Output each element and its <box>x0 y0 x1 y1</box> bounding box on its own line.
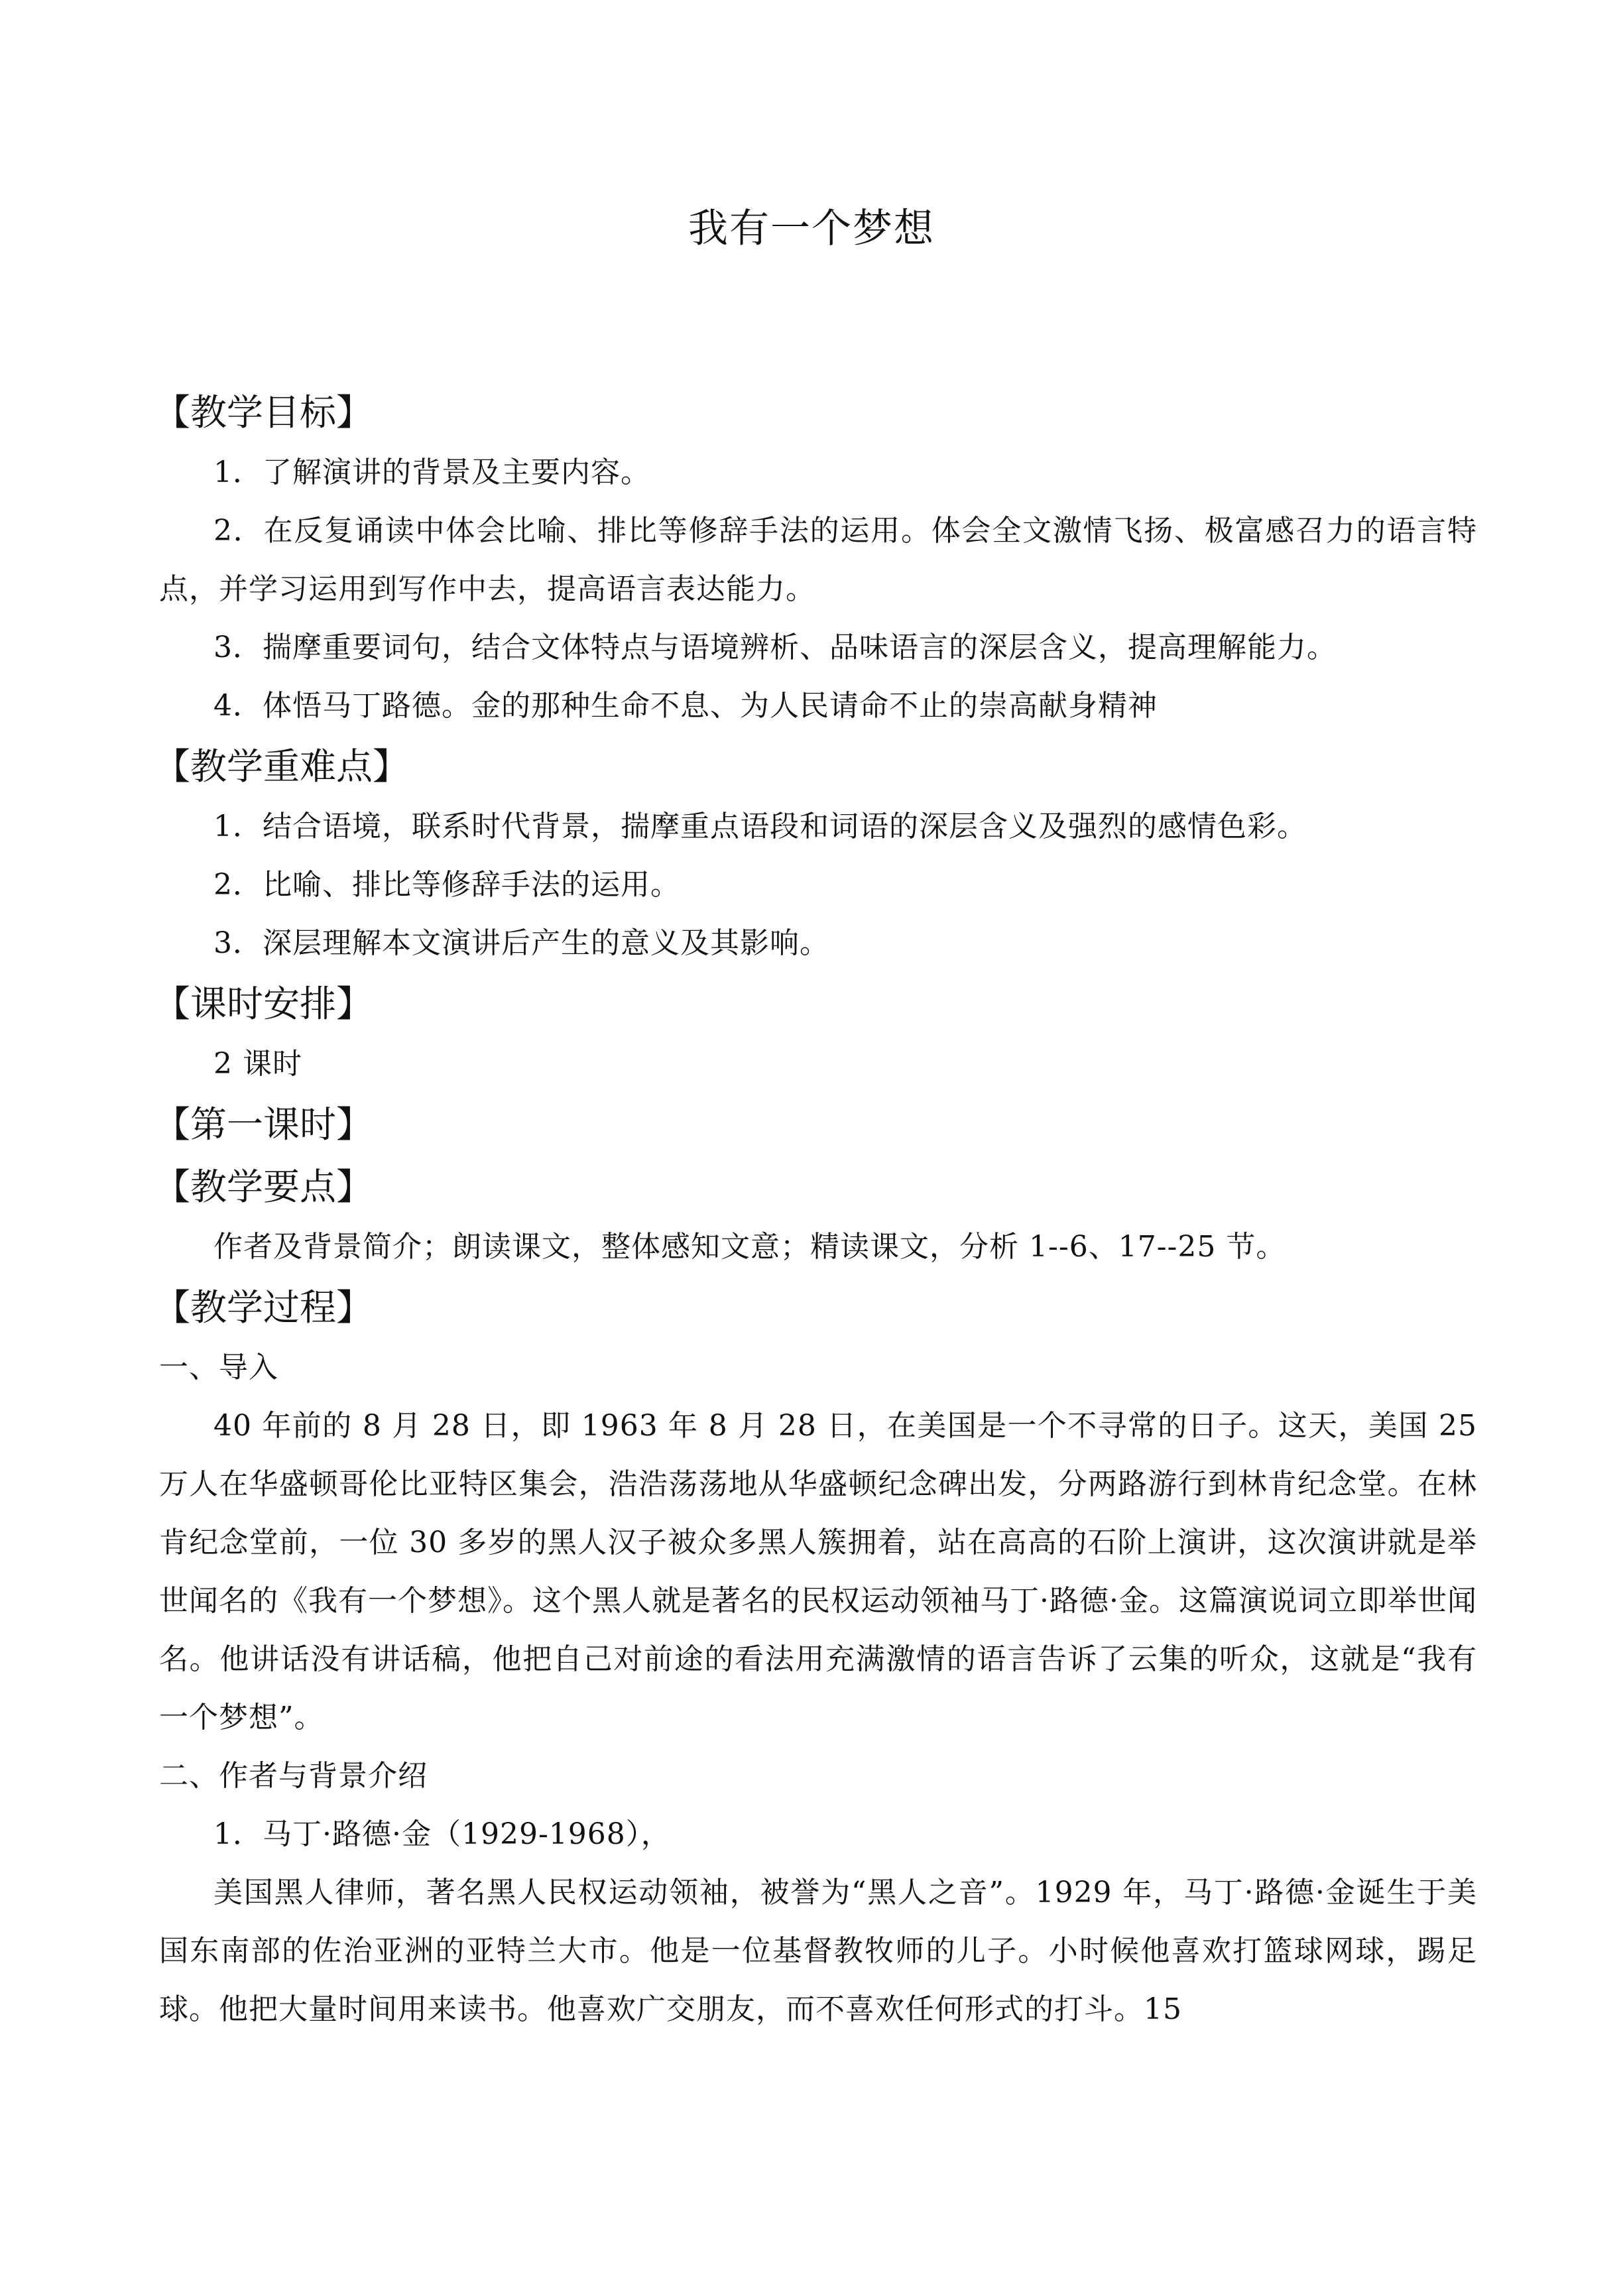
objective-item-3: 3．揣摩重要词句，结合文体特点与语境辨析、品味语言的深层含义，提高理解能力。 <box>213 631 1337 664</box>
heading-first-lesson: 【第一课时】 <box>154 1103 373 1146</box>
heading-process: 【教学过程】 <box>154 1286 373 1329</box>
author-item-1: 1．马丁·路德·金（1929-1968）， <box>213 1817 671 1851</box>
page-title: 我有一个梦想 <box>688 206 935 252</box>
section-author-title: 二、作者与背景介绍 <box>159 1759 428 1793</box>
objective-item-2: 2．在反复诵读中体会比喻、排比等修辞手法的运用。体会全文激情飞扬、极富感召力的语言特点，并学习运用到写作中去，提高语言表达能力。 <box>159 514 1477 606</box>
section-intro-title: 一、导入 <box>159 1351 278 1384</box>
lesson-points-text: 作者及背景简介；朗读课文，整体感知文意；精读课文，分析 1--6、17--25 节。 <box>213 1230 1286 1264</box>
objective-item-4: 4．体悟马丁路德。金的那种生命不息、为人民请命不止的崇高献身精神 <box>213 689 1158 723</box>
key-point-item-2: 2．比喻、排比等修辞手法的运用。 <box>213 868 680 902</box>
heading-key-points: 【教学重难点】 <box>154 745 410 788</box>
document-body <box>154 381 1477 2039</box>
intro-paragraph: 40 年前的 8 月 28 日，即 1963 年 8 月 28 日，在美国是一个不寻常的日子。这天，美国 25 万人在华盛顿哥伦比亚特区集会，浩浩荡荡地从华盛顿纪念碑出发，分两路游行到林肯纪念堂。在林肯纪念堂前，一位 30 多岁的黑人汉子被众多黑人簇拥着，站在高高的石阶上演讲，这次演讲就是举世闻名的《我有一个梦想》。这个黑人就是著名的民权运动领袖马丁·路德·金。这篇演说词立即举世闻名。他讲话没有讲话稿，他把自己对前途的看法用充满激情的语言告诉了云集的听众，这就是“我有一个梦想”。 <box>159 1409 1477 1734</box>
author-paragraph: 美国黑人律师，著名黑人民权运动领袖，被誉为“黑人之音”。1929 年，马丁·路德·金诞生于美国东南部的佐治亚洲的亚特兰大市。他是一位基督教牧师的儿子。小时候他喜欢打篮球网球，踢足球。他把大量时间用来读书。他喜欢广交朋友，而不喜欢任何形式的打斗。15 <box>159 1876 1477 2026</box>
key-point-item-3: 3．深层理解本文演讲后产生的意义及其影响。 <box>213 926 829 960</box>
heading-schedule: 【课时安排】 <box>154 983 373 1025</box>
heading-lesson-points: 【教学要点】 <box>154 1166 373 1208</box>
objective-item-1: 1．了解演讲的背景及主要内容。 <box>213 455 650 489</box>
heading-objectives: 【教学目标】 <box>154 391 373 434</box>
key-point-item-1: 1．结合语境，联系时代背景，揣摩重点语段和词语的深层含义及强烈的感情色彩。 <box>213 810 1307 843</box>
schedule-text: 2 课时 <box>213 1047 302 1081</box>
